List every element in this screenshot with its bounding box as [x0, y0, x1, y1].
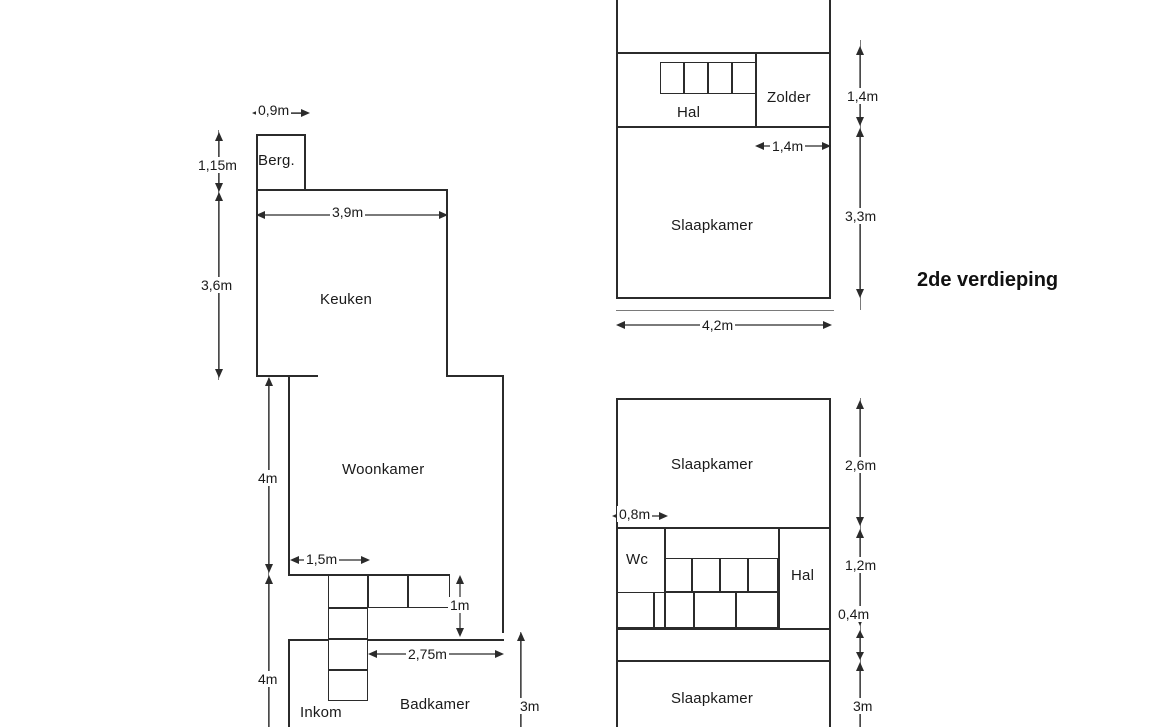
- wall-2nd-hal-bottom: [616, 126, 831, 128]
- dimension-label-2-6m: 2,6m: [845, 457, 877, 473]
- room-label-keuken: Keuken: [320, 291, 373, 308]
- stair-step: [368, 574, 408, 608]
- stair-step: [660, 62, 684, 94]
- stair-step: [694, 592, 736, 628]
- room-label-berg: Berg.: [258, 152, 295, 169]
- wall-1st-div-2: [616, 628, 831, 630]
- wall-2nd-left: [616, 0, 618, 299]
- stair-step: [736, 592, 778, 628]
- dimension-label-4m-lower: 4m: [258, 671, 278, 687]
- wall-inkom-left: [288, 639, 290, 727]
- room-label-1st-slaapkamer-bottom: Slaapkamer: [671, 690, 754, 707]
- ext-line: [616, 310, 834, 311]
- stair-step: [328, 670, 368, 701]
- stair-step: [328, 608, 368, 639]
- wall-1st-top: [616, 398, 831, 400]
- dimension-label-3-6m: 3,6m: [201, 277, 233, 293]
- wall-2nd-bottom: [616, 297, 831, 299]
- wall-woonkamer-bottom-left: [288, 574, 328, 576]
- wall-berg-right: [304, 134, 306, 190]
- room-label-woonkamer: Woonkamer: [342, 461, 425, 478]
- dimension-label-3m-ground: 3m: [520, 698, 540, 714]
- room-label-inkom: Inkom: [300, 704, 342, 721]
- stair-step: [616, 592, 654, 628]
- dimension-label-1m: 1m: [450, 597, 470, 613]
- dimension-line-1-4m-vertical: [853, 46, 867, 126]
- stair-step: [720, 558, 748, 592]
- stair-step: [664, 558, 692, 592]
- room-label-wc: Wc: [626, 551, 649, 568]
- stair-step: [654, 592, 694, 628]
- room-label-1st-hal: Hal: [791, 567, 815, 584]
- wall-badkamer-top: [368, 639, 504, 641]
- dimension-label-1-5m: 1,5m: [306, 551, 338, 567]
- stair-step: [684, 62, 708, 94]
- dimension-label-3-3m: 3,3m: [845, 208, 877, 224]
- dimension-label-3m-first: 3m: [853, 698, 873, 714]
- dimension-label-1-2m: 1,2m: [845, 557, 877, 573]
- stair-step: [732, 62, 756, 94]
- dimension-line-0-4m: [853, 630, 867, 660]
- dimension-label-0-8m: 0,8m: [619, 506, 651, 522]
- wall-1st-div-1: [616, 527, 831, 529]
- stair-step: [748, 558, 778, 592]
- floor-title-second: 2de verdieping: [917, 269, 1059, 291]
- wall-1st-div-3: [616, 660, 831, 662]
- wall-1st-left: [616, 398, 618, 727]
- dimension-line-4m-lower: [262, 575, 276, 727]
- wall-2nd-hal-top: [616, 52, 831, 54]
- stair-step: [328, 639, 368, 670]
- dimension-label-1-15m: 1,15m: [198, 157, 237, 173]
- dimension-label-3-9m: 3,9m: [332, 204, 364, 220]
- room-label-1st-slaapkamer-top: Slaapkamer: [671, 456, 754, 473]
- stair-step: [692, 558, 720, 592]
- stair-step: [408, 574, 450, 608]
- dimension-label-0-9m: 0,9m: [258, 102, 290, 118]
- wall-keuken-top: [256, 189, 448, 191]
- room-label-2nd-hal: Hal: [677, 104, 701, 121]
- room-label-badkamer: Badkamer: [400, 696, 470, 713]
- dimension-label-4m-upper: 4m: [258, 470, 278, 486]
- dimension-line-3m-first: [853, 662, 867, 727]
- wall-inkom-top: [288, 639, 328, 641]
- wall-woonkamer-left: [288, 375, 290, 575]
- room-label-zolder: Zolder: [767, 89, 811, 106]
- dimension-label-2-75m: 2,75m: [408, 646, 447, 662]
- room-label-2nd-slaapkamer: Slaapkamer: [671, 217, 754, 234]
- wall-1st-right: [829, 398, 831, 727]
- wall-berg-top: [256, 134, 306, 136]
- wall-hal-right: [778, 527, 780, 628]
- dimension-label-1-4m-horizontal: 1,4m: [772, 138, 804, 154]
- stair-step: [328, 574, 368, 608]
- stair-step: [708, 62, 732, 94]
- wall-keuken-bottom-step: [446, 375, 504, 377]
- dimension-label-1-4m-vertical: 1,4m: [847, 88, 879, 104]
- dimension-label-4-2m: 4,2m: [702, 317, 734, 333]
- wall-woonkamer-right: [502, 375, 504, 633]
- dimension-label-0-4m: 0,4m: [838, 606, 870, 622]
